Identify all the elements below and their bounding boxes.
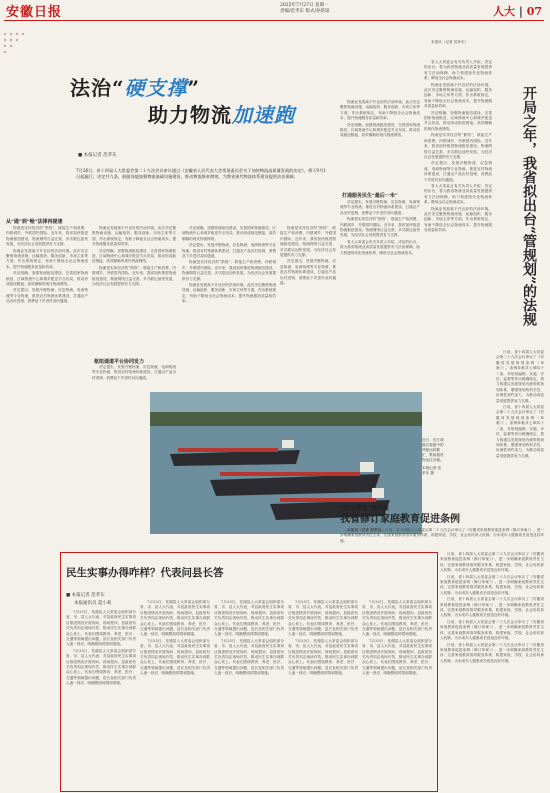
- boxed-byline-2: 本报通讯员 夏小莉: [74, 601, 112, 606]
- boxed-byline-1: ■ 本报记者 范孝东: [66, 593, 105, 598]
- right-column-title: 开局之年，我省拟出台“管规划”的法规: [521, 86, 537, 327]
- headline-line1: 法治“硬支撑”: [70, 76, 201, 100]
- main-byline: ■ 本报记者 范孝东: [78, 153, 117, 158]
- main-body-col6: 决定提出，发展冷链物流、应急物流、电商物流等专业物流，推进农村物流体系建设，打通农产品出村进城、消费品下乡进村双向通道。 物流是实体经济的“筋络”，联接生产和消费，内联城乡，外联国内国际。近年来，我省加快推进物流枢纽建设，物流网络日益完善，多式联运加快发展，为经济社会发展提供有力支撑。 省人大常委会有关负责人介绍，决定的出台，将为我省物流业高质量发展提供有力法治保障，助力构建现代化物流体系，降低全社会物流成本。: [340, 200, 420, 255]
- secondary-kicker: “依法带娃”再升级: [340, 505, 389, 512]
- main-body-col2b: 决定提出，发展冷链物流、应急物流、电商物流等专业物流，推进农村物流体系建设，打通农产品出村进城、消费品下乡进村双向通道。: [92, 365, 176, 380]
- header-info: [280, 3, 480, 14]
- boxed-col4: 7月25日，芜湖县人大常委会组织部分省、市、县人大代表，对县政府民生实事项目推进情况开展询问，现场提问，县政府有关负责同志现场作答，推动民生实事办到群众心坎上。代表们围绕教育、养老、医疗、交通等领域提出问题，县长及相关部门负责人逐一回应，明确整改时限和措施。 7月25日，芜湖县人大常委会组织部分省、市、县人大代表，对县政府民生实事项目推进情况开展询问，现场提问，县政府有关负责同志现场作答，推动民生实事办到群众心坎上。代表们围绕教育、养老、医疗、交通等领域提出问题，县长及相关部门负责人逐一回应，明确整改时限和措施。: [288, 600, 358, 676]
- subhead-1: 从“通”到“畅”法律再提速: [6, 219, 63, 225]
- headline-line2: 助力物流加速跑: [148, 103, 295, 127]
- subhead-3: 枢纽通道平台协同发力: [94, 359, 145, 365]
- main-body-col7: 省人大常委会有关负责人介绍，决定的出台，将为我省物流业高质量发展提供有力法治保障，助力构建现代化物流体系，降低全社会物流成本。 物流业发展离不开良好的法治环境。此次决定聚焦物流设施、运输组织、服务创新、市场主体等方面，作出系统规定，有助于降低全社会物流成本，提升物流服务质量和效率。 决定明确，加强物流枢纽建设，完善国家物流枢纽、区域物流中心和城乡配送节点布局，推动形成枢纽链接、高效顺畅的现代物流网络。 物流是实体经济的“筋络”，联接生产和消费，内联城乡，外联国内国际。近年来，我省加快推进物流枢纽建设，物流网络日益完善，多式联运加快发展，为经济社会发展提供有力支撑。 决定提出，发展冷链物流、应急物流、电商物流等专业物流，推进农村物流体系建设，打通农产品出村进城、消费品下乡进村双向通道。 省人大常委会有关负责人介绍，决定的出台，将为我省物流业高质量发展提供有力法治保障，助力构建现代化物流体系，降低全社会物流成本。 物流业发展离不开良好的法治环境。此次决定聚焦物流设施、运输组织、服务创新、市场主体等方面，作出系统规定，有助于降低全社会物流成本，提升物流服务质量和效率。: [424, 60, 492, 233]
- newspaper-logo: 安徽日报: [6, 5, 63, 20]
- main-body-col4: 物流是实体经济的“筋络”，联接生产和消费，内联城乡，外联国内国际。近年来，我省加快推进物流枢纽建设，物流网络日益完善，多式联运加快发展，为经济社会发展提供有力支撑。 决定提出，发展冷链物流、应急物流、电商物流等专业物流，推进农村物流体系建设，打通农产品出村进城、消费品下乡进村双向通道。: [280, 226, 336, 286]
- right-byline: 本报讯（记者 范孝东）: [431, 40, 469, 44]
- main-body-col3: 决定明确，加强物流枢纽建设，完善国家物流枢纽、区域物流中心和城乡配送节点布局，推动形成枢纽链接、高效顺畅的现代物流网络。 决定提出，发展冷链物流、应急物流、电商物流等专业物流，推进农村物流体系建设，打通农产品出村进城、消费品下乡进村双向通道。 物流是实体经济的“筋络”，联接生产和消费，内联城乡，外联国内国际。近年来，我省加快推进物流枢纽建设，物流网络日益完善，多式联运加快发展，为经济社会发展提供有力支撑。 物流业发展离不开良好的法治环境。此次决定聚焦物流设施、运输组织、服务创新、市场主体等方面，作出系统规定，有助于降低全社会物流成本，提升物流服务质量和效率。: [182, 226, 276, 304]
- boxed-headline: 民生实事办得咋样？代表问县长答: [66, 567, 224, 579]
- boxed-col3: 7月25日，芜湖县人大常委会组织部分省、市、县人大代表，对县政府民生实事项目推进情况开展询问，现场提问，县政府有关负责同志现场作答，推动民生实事办到群众心坎上。代表们围绕教育、养老、医疗、交通等领域提出问题，县长及相关部门负责人逐一回应，明确整改时限和措施。 7月25日，芜湖县人大常委会组织部分省、市、县人大代表，对县政府民生实事项目推进情况开展询问，现场提问，县政府有关负责同志现场作答，推动民生实事办到群众心坎上。代表们围绕教育、养老、医疗、交通等领域提出问题，县长及相关部门负责人逐一回应，明确整改时限和措施。: [214, 600, 284, 676]
- secondary-body-top: 本报讯（记者 范孝东）日前，省十四届人大常委会第二十九次会议审议了《安徽省家庭教育促进条例（修订草案）》，进一步明确家庭教育责任主体，完善家庭教育指导服务体系，构建家庭、学校、社会协同育人机制，为未成年人健康成长营造良好环境。: [340, 528, 544, 543]
- editor-credits: 责编/范孝东 版式/孙铭琼: [280, 8, 330, 14]
- right-column-body: 日前，省十四届人大常委会第二十九次会议审议了《安徽省发展规划条例（草案）》。条例草案共七章四十二条，对规划编制、实施、评估、监督等作出明确规定，着力构建以发展规划为统领的规划体系，增强规划的科学性、协调性和约束力，为推动高质量发展提供有力支撑。 日前，省十四届人大常委会第二十九次会议审议了《安徽省发展规划条例（草案）》。条例草案共七章四十二条，对规划编制、实施、评估、监督等作出明确规定，着力构建以发展规划为统领的规划体系，增强规划的科学性、协调性和约束力，为推动高质量发展提供有力支撑。: [496, 350, 544, 458]
- photo-caption: 近日，在江城港区装船中的货船运转繁忙，集装箱货物运往各地。 本报记者 范孝东 摄: [422, 438, 444, 475]
- main-body-col2: 物流业发展离不开良好的法治环境。此次决定聚焦物流设施、运输组织、服务创新、市场主体等方面，作出系统规定，有助于降低全社会物流成本，提升物流服务质量和效率。 决定明确，加强物流枢纽建设，完善国家物流枢纽、区域物流中心和城乡配送节点布局，推动形成枢纽链接、高效顺畅的现代物流网络。 物流是实体经济的“筋络”，联接生产和消费，内联城乡，外联国内国际。近年来，我省加快推进物流枢纽建设，物流网络日益完善，多式联运加快发展，为经济社会发展提供有力支撑。: [92, 226, 176, 287]
- subhead-2: 打通服务民生“最后一米”: [342, 193, 398, 199]
- section-label: 人大 | 07: [493, 5, 542, 18]
- issue-date: 2025年7月27日 星期一: [280, 3, 329, 8]
- secondary-headline: 我省修订家庭教育促进条例: [340, 514, 460, 525]
- boxed-col2: 7月25日，芜湖县人大常委会组织部分省、市、县人大代表，对县政府民生实事项目推进情况开展询问，现场提问，县政府有关负责同志现场作答，推动民生实事办到群众心坎上。代表们围绕教育、养老、医疗、交通等领域提出问题，县长及相关部门负责人逐一回应，明确整改时限和措施。 7月25日，芜湖县人大常委会组织部分省、市、县人大代表，对县政府民生实事项目推进情况开展询问，现场提问，县政府有关负责同志现场作答，推动民生实事办到群众心坎上。代表们围绕教育、养老、医疗、交通等领域提出问题，县长及相关部门负责人逐一回应，明确整改时限和措施。: [140, 600, 210, 676]
- boxed-col5: 7月25日，芜湖县人大常委会组织部分省、市、县人大代表，对县政府民生实事项目推进情况开展询问，现场提问，县政府有关负责同志现场作答，推动民生实事办到群众心坎上。代表们围绕教育、养老、医疗、交通等领域提出问题，县长及相关部门负责人逐一回应，明确整改时限和措施。 7月25日，芜湖县人大常委会组织部分省、市、县人大代表，对县政府民生实事项目推进情况开展询问，现场提问，县政府有关负责同志现场作答，推动民生实事办到群众心坎上。代表们围绕教育、养老、医疗、交通等领域提出问题，县长及相关部门负责人逐一回应，明确整改时限和措施。: [362, 600, 432, 676]
- main-lead: 7月26日，省十四届人大常委会第二十九次会议审议通过《安徽省人民代表大会常务委员会关于加快物流高质量发展的决定》，将于9月1日起施行。决定共九条，鼓励各地加强物流基础设施建设，推动物流降本增效，为我省现代物流体系建设提供法治保障。: [76, 168, 326, 180]
- secondary-body-col: 日前，省十四届人大常委会第二十九次会议审议了《安徽省家庭教育促进条例（修订草案）》，进一步明确家庭教育责任主体，完善家庭教育指导服务体系，构建家庭、学校、社会协同育人机制，为未成年人健康成长营造良好环境。 日前，省十四届人大常委会第二十九次会议审议了《安徽省家庭教育促进条例（修订草案）》，进一步明确家庭教育责任主体，完善家庭教育指导服务体系，构建家庭、学校、社会协同育人机制，为未成年人健康成长营造良好环境。 日前，省十四届人大常委会第二十九次会议审议了《安徽省家庭教育促进条例（修订草案）》，进一步明确家庭教育责任主体，完善家庭教育指导服务体系，构建家庭、学校、社会协同育人机制，为未成年人健康成长营造良好环境。 日前，省十四届人大常委会第二十九次会议审议了《安徽省家庭教育促进条例（修订草案）》，进一步明确家庭教育责任主体，完善家庭教育指导服务体系，构建家庭、学校、社会协同育人机制，为未成年人健康成长营造良好环境。 日前，省十四届人大常委会第二十九次会议审议了《安徽省家庭教育促进条例（修订草案）》，进一步明确家庭教育责任主体，完善家庭教育指导服务体系，构建家庭、学校、社会协同育人机制，为未成年人健康成长营造良好环境。: [440, 552, 544, 663]
- main-body-col1: 物流是实体经济的“筋络”，联接生产和消费，内联城乡，外联国内国际。近年来，我省加快推进物流枢纽建设，物流网络日益完善，多式联运加快发展，为经济社会发展提供有力支撑。 物流业发展离不开良好的法治环境。此次决定聚焦物流设施、运输组织、服务创新、市场主体等方面，作出系统规定，有助于降低全社会物流成本，提升物流服务质量和效率。 决定明确，加强物流枢纽建设，完善国家物流枢纽、区域物流中心和城乡配送节点布局，推动形成枢纽链接、高效顺畅的现代物流网络。 决定提出，发展冷链物流、应急物流、电商物流等专业物流，推进农村物流体系建设，打通农产品出村进城、消费品下乡进村双向通道。: [6, 226, 88, 304]
- boxed-col1: 7月25日，芜湖县人大常委会组织部分省、市、县人大代表，对县政府民生实事项目推进情况开展询问，现场提问，县政府有关负责同志现场作答，推动民生实事办到群众心坎上。代表们围绕教育、养老、医疗、交通等领域提出问题，县长及相关部门负责人逐一回应，明确整改时限和措施。 7月25日，芜湖县人大常委会组织部分省、市、县人大代表，对县政府民生实事项目推进情况开展询问，现场提问，县政府有关负责同志现场作答，推动民生实事办到群众心坎上。代表们围绕教育、养老、医疗、交通等领域提出问题，县长及相关部门负责人逐一回应，明确整改时限和措施。: [66, 610, 136, 686]
- main-body-col5: 物流业发展离不开良好的法治环境。此次决定聚焦物流设施、运输组织、服务创新、市场主体等方面，作出系统规定，有助于降低全社会物流成本，提升物流服务质量和效率。 决定明确，加强物流枢纽建设，完善国家物流枢纽、区域物流中心和城乡配送节点布局，推动形成枢纽链接、高效顺畅的现代物流网络。: [340, 100, 420, 138]
- decorative-dots: [2, 31, 46, 75]
